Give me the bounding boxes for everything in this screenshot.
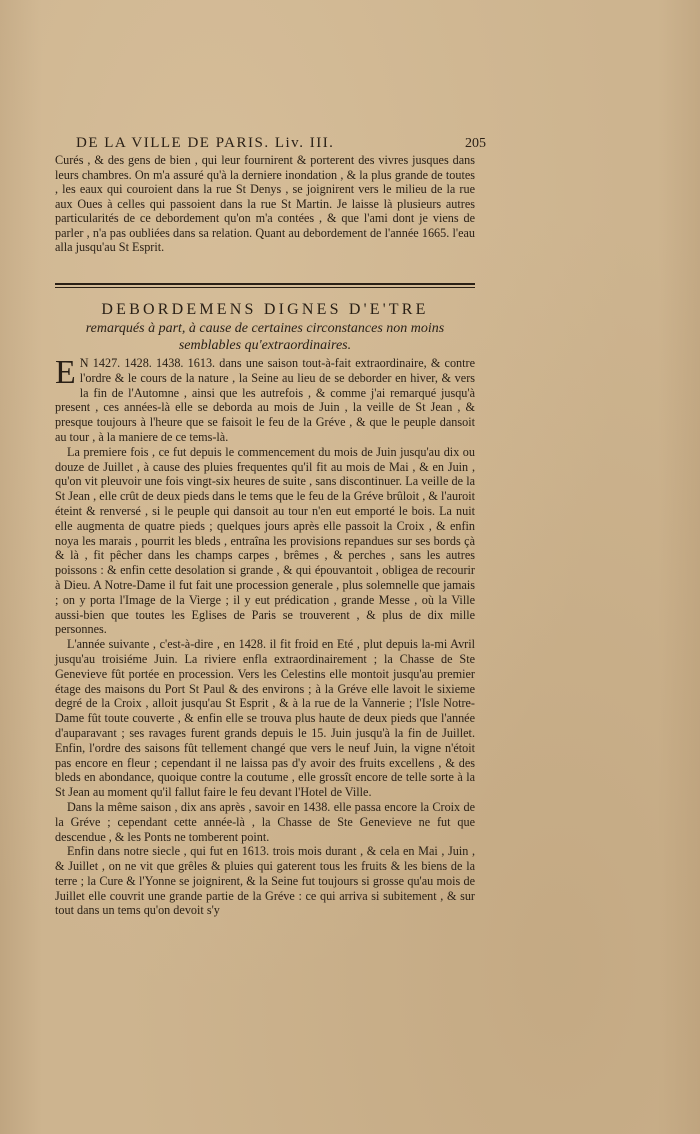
drop-cap: E xyxy=(55,354,76,391)
paragraph-4: Dans la même saison , dix ans après , savoir en 1438. elle passa encore la Croix de la Gréve ; cependant cette année-là , la Chasse de Ste Genevieve ne fut que descendue , & les Ponts ne tomberent point. xyxy=(55,799,475,844)
paragraph-1-text: N 1427. 1428. 1438. 1613. dans une saison tout-à-fait extraordinaire, & contre l'ordre & le cours de la nature , la Seine au lieu de se deborder en hiver, & vers la fin de l'Automne , ainsi que les autrefois , & comme j'ai remarqué jusqu'à present , ces années-là elle se deborda au mois de Juin , la veille de St Jean , & presque toujours à l'heure que se faisoit le feu de la Gréve , & que le peuple dansoit au tour , à la maniere de ce tems-là. xyxy=(55,356,475,444)
section-heading xyxy=(55,300,475,354)
paragraph-3: L'année suivante , c'est-à-dire , en 1428. il fit froid en Eté , plut depuis la-mi Avril jusqu'au troisiéme Juin. La riviere enfla extraordinairement ; la Chasse de Ste Genevieve fût portée en procession. Vers les Celestins elle montoit jusqu'au premier étage des maisons du Port St Paul & des environs ; à la Gréve elle lavoit le sixieme degré de la Croix , alloit jusqu'au St Esprit , & à la rue de la Vannerie ; l'Isle Notre-Dame fût toute couverte , & enfin elle se trouva plus haute de deux pieds que l'année d'auparavant ; ses ravages furent grands depuis le 15. Juin jusqu'à la fin de Juillet. Enfin, l'ordre des saisons fût tellement changé que vers le neuf Juin, la vigne n'étoit pas encore en fleur ; cependant il ne laissa pas d'y avoir des fruits excellens , & des bleds en abondance, quoique contre la coutume , elle grossît encore de telle sorte à la St Jean au moment qu'il fallut faire le feu devant l'Hotel de Ville. xyxy=(55,637,475,800)
section-title-line-1: DEBORDEMENS DIGNES D'E'TRE xyxy=(101,301,429,318)
intro-text xyxy=(55,153,475,255)
section-divider-thin xyxy=(55,287,475,288)
running-title: DE LA VILLE DE PARIS. Liv. III. xyxy=(76,135,335,151)
paragraph-2: La premiere fois , ce fut depuis le commencement du mois de Juin jusqu'au dix ou douze de Juillet , à cause des pluies frequentes qu'il fit au mois de Mai , & en Juin , qu'on vit pleuvoir une fois vingt-six heures de suite , sans discontinuer. La veille de la St Jean , elle crût de deux pieds dans le tems que le feu de la Gréve brûloit , & l'auroit éteint & renversé , si le peuple qui dansoit au tour n'en eut emporté le bois. La nuit elle augmenta de quatre pieds ; quelques jours après elle passoit la Croix , & enfin noya les marais , pourrit les bleds , entraîna les provisions repandues sur ses bords çà & là , fit pêcher dans les champs carpes , brêmes , & perches , sans les autres poissons : & enfin cette desolation si grande , & qui épouvantoit , obligea de recourir à Dieu. A Notre-Dame il fut fait une procession generale , plus solemnelle que jamais ; on y porta l'Image de la Vierge ; il y eut prédication , grande Messe , où la Ville aussi-bien que toutes les Eglises de Paris se trouverent , & plus de dix mille personnes. xyxy=(55,444,475,637)
paragraph-5: Enfin dans notre siecle , qui fut en 1613. trois mois durant , & cela en Mai , Juin , & Juillet , on ne vit que grêles & pluies qui gaterent tous les fruits & les biens de la terre ; la Cure & l'Yonne se joignirent, & la Seine fut toujours si grosse qu'au mois de Juillet elle couvrit une grande partie de la Gréve : ce qui arriva si subitement , & sur tout dans un tems qu'on devoit s'y xyxy=(55,844,475,918)
running-header xyxy=(76,135,486,152)
section-title-line-2: remarqués à part, à cause de certaines circonstances non moins xyxy=(85,321,445,336)
paragraph-1 xyxy=(55,356,475,445)
body-text xyxy=(55,356,475,918)
intro-paragraph: Curés , & des gens de bien , qui leur fournirent & porterent des vivres jusques dans leurs chambres. On m'a assuré qu'à la derniere inondation , & la plus grande de toutes , les eaux qui couroient dans la rue St Denys , se joignirent vers le milieu de la rue aux Oues à celles qui passoient dans la rue St Martin. Je laisse là plusieurs autres particularités de ce debordement qu'on m'a contées , & que l'ami dont je viens de parler , n'a pas oubliées dans sa relation. Quant au debordement de l'année 1665. l'eau alla jusqu'au St Esprit. xyxy=(55,153,475,254)
section-title-line-3: semblables qu'extraordinaires. xyxy=(178,338,352,353)
section-divider-thick xyxy=(55,283,475,285)
page-number: 205 xyxy=(465,136,486,151)
